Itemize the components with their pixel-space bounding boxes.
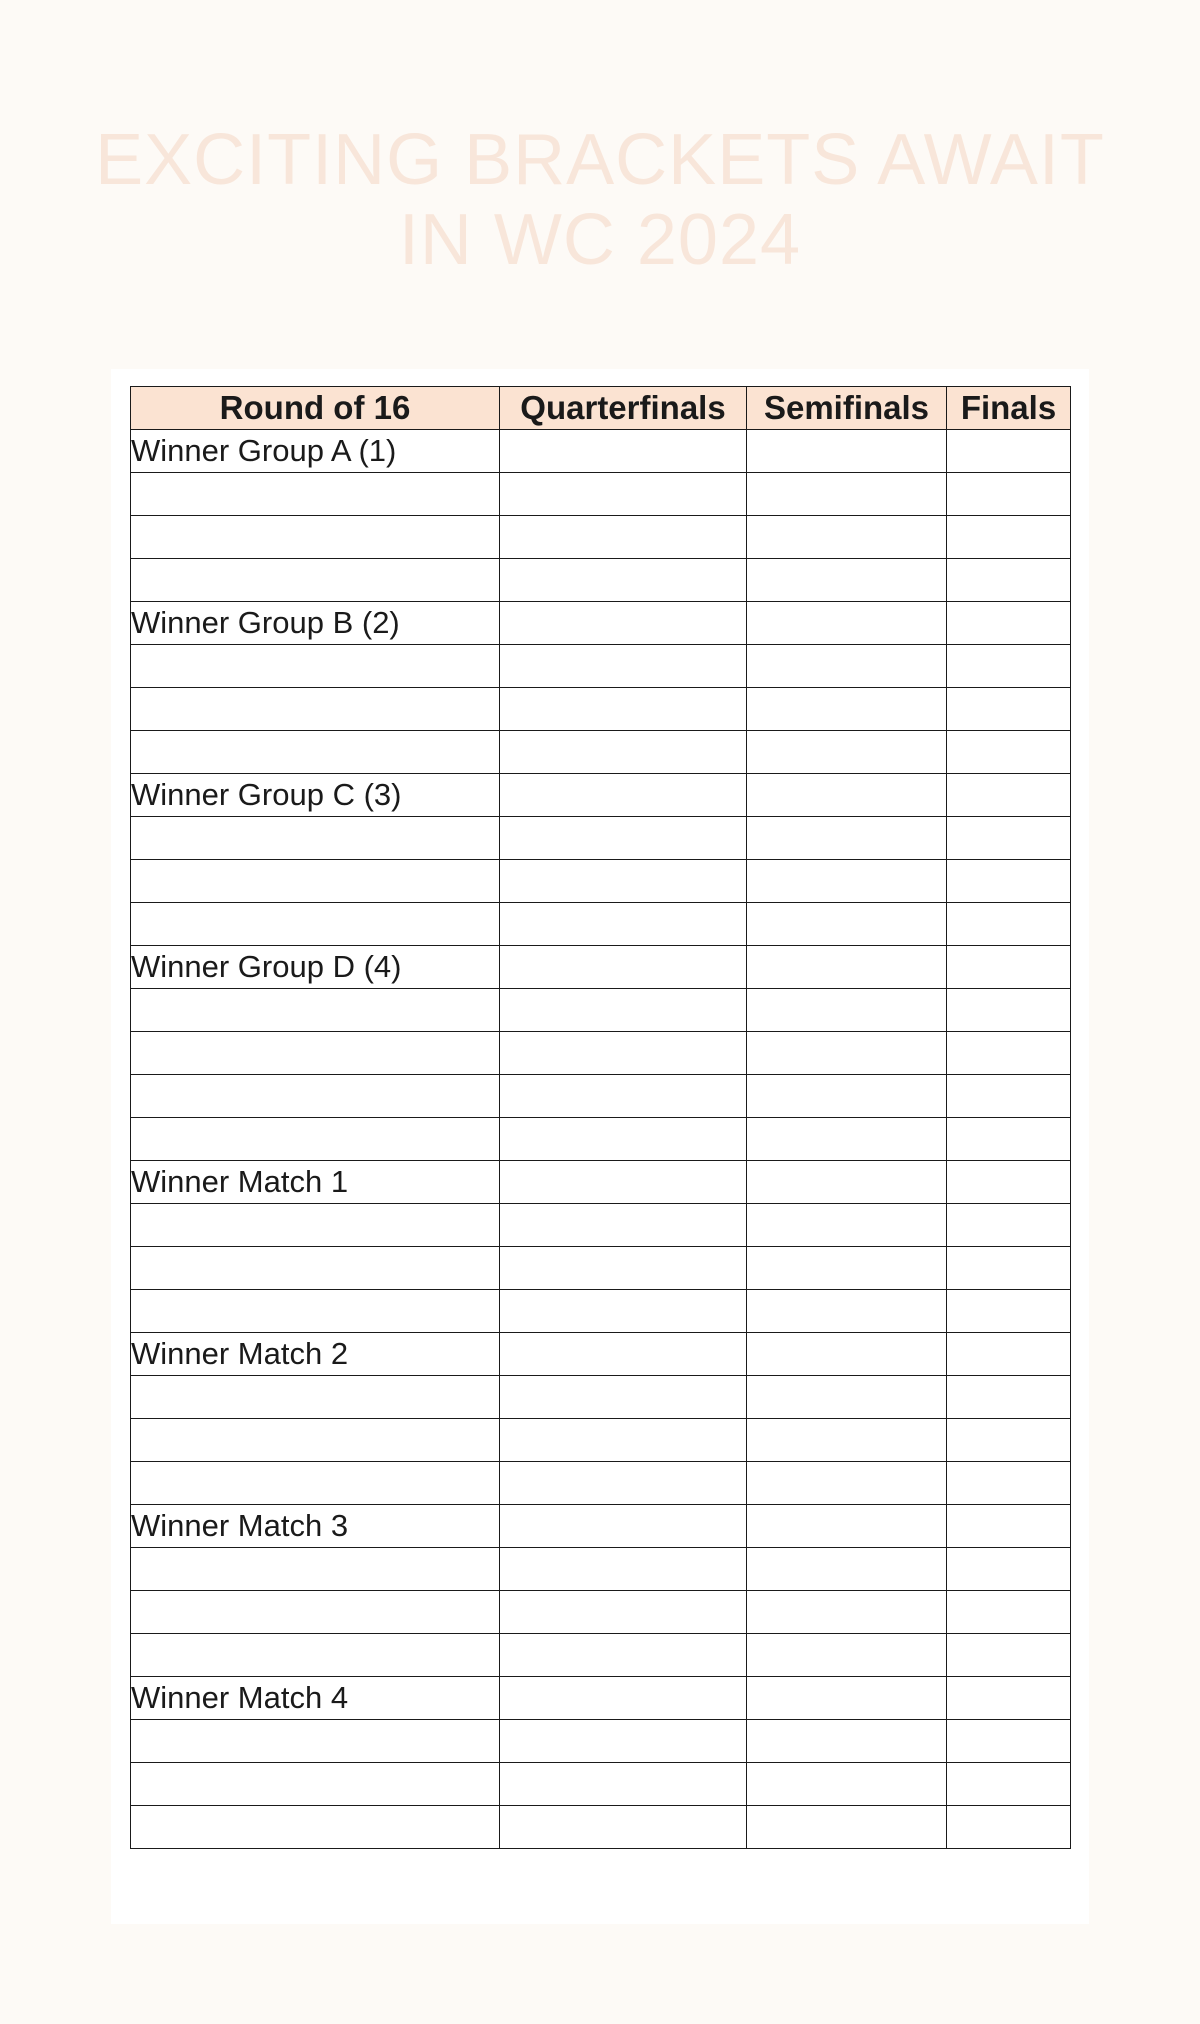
cell-semifinals[interactable] [747,1677,947,1720]
cell-finals[interactable] [947,903,1071,946]
cell-quarterfinals[interactable] [500,516,747,559]
cell-quarterfinals[interactable] [500,1419,747,1462]
page-title-line-1: EXCITING BRACKETS AWAIT [95,120,1105,200]
cell-finals[interactable] [947,1333,1071,1376]
cell-quarterfinals[interactable] [500,731,747,774]
table-row [131,1161,1071,1204]
cell-semifinals[interactable] [747,1204,947,1247]
cell-finals[interactable] [947,1591,1071,1634]
cell-semifinals[interactable] [747,1075,947,1118]
cell-quarterfinals[interactable] [500,817,747,860]
table-row [131,1677,1071,1720]
cell-round-of-16[interactable] [131,645,500,688]
cell-round-of-16[interactable] [131,1290,500,1333]
cell-quarterfinals[interactable] [500,1505,747,1548]
table-row [131,1032,1071,1075]
cell-quarterfinals[interactable] [500,1075,747,1118]
cell-finals[interactable] [947,688,1071,731]
table-row [131,602,1071,645]
cell-finals[interactable] [947,731,1071,774]
cell-quarterfinals[interactable] [500,430,747,473]
cell-finals[interactable] [947,1161,1071,1204]
cell-quarterfinals[interactable] [500,1548,747,1591]
cell-finals[interactable] [947,989,1071,1032]
cell-quarterfinals[interactable] [500,903,747,946]
cell-quarterfinals[interactable] [500,1333,747,1376]
cell-finals[interactable] [947,602,1071,645]
cell-quarterfinals[interactable] [500,989,747,1032]
cell-finals[interactable] [947,473,1071,516]
cell-finals[interactable] [947,1677,1071,1720]
cell-finals[interactable] [947,817,1071,860]
cell-round-of-16[interactable] [131,817,500,860]
header-finals: Finals [947,387,1071,430]
cell-semifinals[interactable] [747,430,947,473]
cell-quarterfinals[interactable] [500,1204,747,1247]
cell-quarterfinals[interactable] [500,1677,747,1720]
cell-quarterfinals[interactable] [500,1118,747,1161]
table-row [131,1462,1071,1505]
table-row [131,1290,1071,1333]
table-row [131,1634,1071,1677]
table-row [131,860,1071,903]
cell-quarterfinals[interactable] [500,1032,747,1075]
cell-finals[interactable] [947,1634,1071,1677]
cell-semifinals[interactable] [747,1548,947,1591]
table-row [131,1118,1071,1161]
table-row [131,559,1071,602]
cell-round-of-16[interactable] [131,1806,500,1849]
cell-semifinals[interactable] [747,1720,947,1763]
cell-quarterfinals[interactable] [500,860,747,903]
table-row [131,731,1071,774]
table-row [131,1204,1071,1247]
cell-semifinals[interactable] [747,473,947,516]
cell-semifinals[interactable] [747,1505,947,1548]
cell-round-of-16[interactable] [131,1591,500,1634]
cell-round-of-16[interactable] [131,559,500,602]
cell-round-of-16[interactable] [131,860,500,903]
cell-round-of-16[interactable] [131,1419,500,1462]
cell-round-of-16[interactable]: Winner Group B (2) [131,602,500,645]
table-row [131,516,1071,559]
cell-semifinals[interactable] [747,1806,947,1849]
cell-finals[interactable] [947,1505,1071,1548]
cell-quarterfinals[interactable] [500,774,747,817]
cell-quarterfinals[interactable] [500,1763,747,1806]
table-row [131,989,1071,1032]
cell-quarterfinals[interactable] [500,1376,747,1419]
cell-semifinals[interactable] [747,1591,947,1634]
cell-round-of-16[interactable]: Winner Match 4 [131,1677,500,1720]
table-row [131,1075,1071,1118]
cell-finals[interactable] [947,946,1071,989]
header-quarterfinals: Quarterfinals [500,387,747,430]
page-title-line-2: IN WC 2024 [398,200,802,280]
cell-finals[interactable] [947,1419,1071,1462]
cell-finals[interactable] [947,860,1071,903]
cell-finals[interactable] [947,430,1071,473]
cell-semifinals[interactable] [747,1634,947,1677]
cell-semifinals[interactable] [747,602,947,645]
cell-round-of-16[interactable] [131,688,500,731]
cell-semifinals[interactable] [747,1419,947,1462]
cell-finals[interactable] [947,1032,1071,1075]
bracket-table [130,386,1071,1849]
table-row [131,1591,1071,1634]
cell-quarterfinals[interactable] [500,946,747,989]
cell-round-of-16[interactable] [131,731,500,774]
header-semifinals: Semifinals [747,387,947,430]
cell-round-of-16[interactable] [131,1118,500,1161]
cell-finals[interactable] [947,645,1071,688]
cell-quarterfinals[interactable] [500,1634,747,1677]
cell-finals[interactable] [947,559,1071,602]
table-row [131,903,1071,946]
cell-round-of-16[interactable] [131,1634,500,1677]
table-row [131,1333,1071,1376]
cell-semifinals[interactable] [747,1763,947,1806]
cell-quarterfinals[interactable] [500,1290,747,1333]
cell-semifinals[interactable] [747,688,947,731]
cell-round-of-16[interactable] [131,1032,500,1075]
cell-finals[interactable] [947,1290,1071,1333]
cell-finals[interactable] [947,1376,1071,1419]
cell-quarterfinals[interactable] [500,1462,747,1505]
cell-round-of-16[interactable] [131,1376,500,1419]
cell-finals[interactable] [947,1247,1071,1290]
cell-quarterfinals[interactable] [500,602,747,645]
cell-round-of-16[interactable] [131,516,500,559]
cell-semifinals[interactable] [747,774,947,817]
cell-quarterfinals[interactable] [500,688,747,731]
cell-semifinals[interactable] [747,817,947,860]
cell-finals[interactable] [947,1118,1071,1161]
cell-semifinals[interactable] [747,989,947,1032]
cell-finals[interactable] [947,1204,1071,1247]
table-row [131,1806,1071,1849]
cell-semifinals[interactable] [747,645,947,688]
cell-semifinals[interactable] [747,1333,947,1376]
cell-round-of-16[interactable] [131,1763,500,1806]
table-row [131,645,1071,688]
cell-quarterfinals[interactable] [500,473,747,516]
cell-round-of-16[interactable]: Winner Group C (3) [131,774,500,817]
cell-semifinals[interactable] [747,860,947,903]
cell-semifinals[interactable] [747,1462,947,1505]
cell-quarterfinals[interactable] [500,1720,747,1763]
cell-round-of-16[interactable] [131,473,500,516]
header-round-of-16: Round of 16 [131,387,500,430]
cell-semifinals[interactable] [747,731,947,774]
table-row [131,1376,1071,1419]
cell-semifinals[interactable] [747,1161,947,1204]
bracket-body [131,430,1071,1849]
cell-quarterfinals[interactable] [500,1247,747,1290]
cell-quarterfinals[interactable] [500,645,747,688]
cell-round-of-16[interactable] [131,989,500,1032]
cell-semifinals[interactable] [747,1032,947,1075]
table-row [131,688,1071,731]
cell-round-of-16[interactable] [131,1462,500,1505]
cell-round-of-16[interactable]: Winner Match 1 [131,1161,500,1204]
cell-semifinals[interactable] [747,1118,947,1161]
cell-round-of-16[interactable] [131,903,500,946]
cell-round-of-16[interactable]: Winner Group A (1) [131,430,500,473]
cell-finals[interactable] [947,1806,1071,1849]
cell-finals[interactable] [947,1075,1071,1118]
cell-round-of-16[interactable] [131,1548,500,1591]
table-row [131,473,1071,516]
cell-quarterfinals[interactable] [500,559,747,602]
cell-finals[interactable] [947,1763,1071,1806]
cell-semifinals[interactable] [747,559,947,602]
cell-round-of-16[interactable] [131,1075,500,1118]
cell-round-of-16[interactable] [131,1204,500,1247]
cell-semifinals[interactable] [747,1290,947,1333]
cell-round-of-16[interactable]: Winner Group D (4) [131,946,500,989]
cell-round-of-16[interactable] [131,1247,500,1290]
table-row [131,774,1071,817]
table-row [131,430,1071,473]
cell-finals[interactable] [947,1720,1071,1763]
page-title [0,120,1200,280]
cell-finals[interactable] [947,1548,1071,1591]
cell-finals[interactable] [947,1462,1071,1505]
cell-round-of-16[interactable]: Winner Match 3 [131,1505,500,1548]
table-row [131,817,1071,860]
cell-semifinals[interactable] [747,1376,947,1419]
header-row [131,387,1071,430]
table-row [131,1419,1071,1462]
cell-round-of-16[interactable] [131,1720,500,1763]
cell-semifinals[interactable] [747,516,947,559]
table-row [131,1763,1071,1806]
cell-semifinals[interactable] [747,903,947,946]
table-row [131,1720,1071,1763]
cell-finals[interactable] [947,774,1071,817]
table-row [131,946,1071,989]
cell-finals[interactable] [947,516,1071,559]
cell-quarterfinals[interactable] [500,1806,747,1849]
table-row [131,1548,1071,1591]
cell-semifinals[interactable] [747,946,947,989]
table-row [131,1505,1071,1548]
cell-semifinals[interactable] [747,1247,947,1290]
cell-quarterfinals[interactable] [500,1161,747,1204]
cell-quarterfinals[interactable] [500,1591,747,1634]
cell-round-of-16[interactable]: Winner Match 2 [131,1333,500,1376]
table-row [131,1247,1071,1290]
